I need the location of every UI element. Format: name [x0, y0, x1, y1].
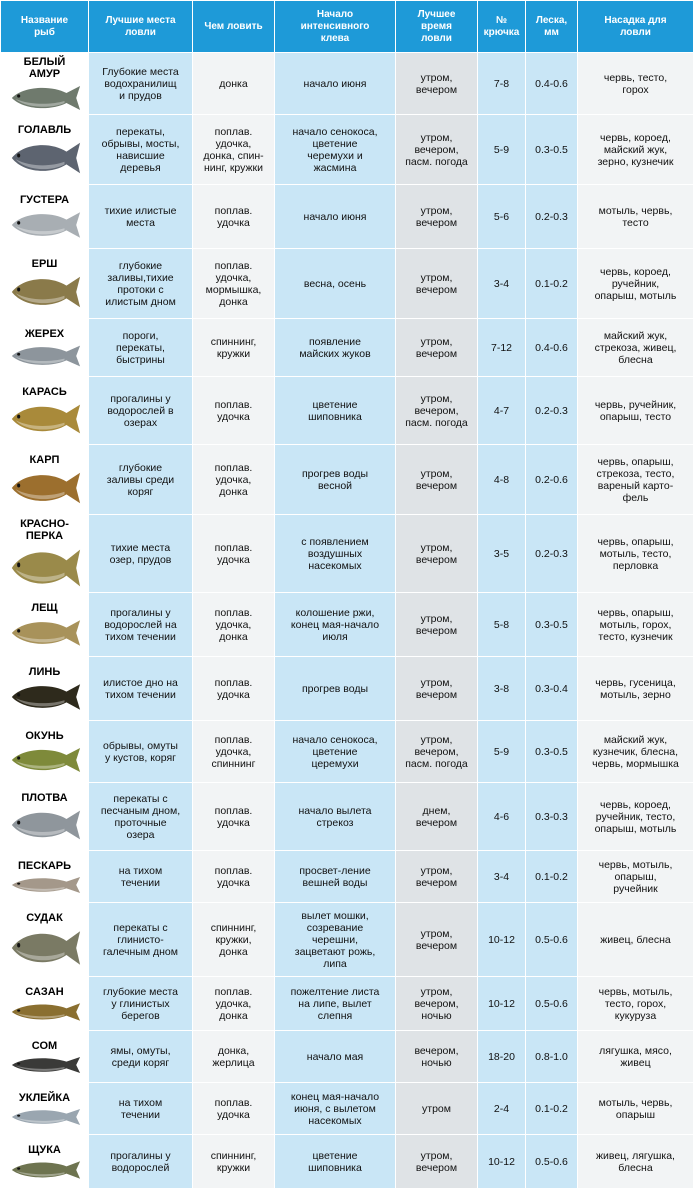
table-row: [1, 445, 693, 515]
hook-number-cell: 4-6: [478, 783, 526, 851]
bite-start-cell: с появлением воздушных насекомых: [275, 515, 396, 593]
tackle-cell: поплав. удочка, донка: [193, 445, 275, 515]
fish-catfish-icon: [1, 1054, 88, 1076]
bite-start-cell: пожелтение листа на липе, вылет слепня: [275, 977, 396, 1031]
fish-name: СОМ: [1, 1038, 88, 1054]
header-fish-name: Название рыб: [1, 1, 89, 53]
best-time-cell: утром: [396, 1083, 478, 1135]
bait-cell: червь, опарыш, мотыль, тесто, перловка: [578, 515, 693, 593]
bait-cell: мотыль, червь, тесто: [578, 185, 693, 249]
fish-name: КАРП: [1, 452, 88, 468]
line-cell: 0.3-0.4: [526, 657, 578, 721]
fish-name: ЩУКА: [1, 1142, 88, 1158]
fish-name: САЗАН: [1, 984, 88, 1000]
bait-cell: червь, мотыль, опарыш, ручейник: [578, 851, 693, 903]
fish-name: ОКУНЬ: [1, 728, 88, 744]
best-time-cell: утром, вечером, пасм. погода: [396, 115, 478, 185]
fish-gudgeon-icon: [1, 874, 88, 896]
table-row: [1, 851, 693, 903]
fish-cell: [1, 977, 89, 1031]
fish-cell: [1, 851, 89, 903]
fish-name: БЕЛЫЙ АМУР: [1, 54, 88, 82]
best-places-cell: тихие илистые места: [89, 185, 193, 249]
line-cell: 0.5-0.6: [526, 1135, 578, 1189]
hook-number-cell: 10-12: [478, 1135, 526, 1189]
bait-cell: лягушка, мясо, живец: [578, 1031, 693, 1083]
best-places-cell: на тихом течении: [89, 1083, 193, 1135]
best-time-cell: утром, вечером, пасм. погода: [396, 377, 478, 445]
hook-number-cell: 4-8: [478, 445, 526, 515]
best-time-cell: утром, вечером: [396, 903, 478, 977]
best-time-cell: утром, вечером: [396, 851, 478, 903]
fish-name: СУДАК: [1, 910, 88, 926]
tackle-cell: спиннинг, кружки: [193, 1135, 275, 1189]
bait-cell: живец, лягушка, блесна: [578, 1135, 693, 1189]
fish-name: ЕРШ: [1, 256, 88, 272]
line-cell: 0.2-0.3: [526, 377, 578, 445]
bait-cell: майский жук, стрекоза, живец, блесна: [578, 319, 693, 377]
table-row: [1, 53, 693, 115]
table-row: [1, 657, 693, 721]
fish-pike-icon: [1, 1158, 88, 1182]
hook-number-cell: 5-9: [478, 721, 526, 783]
hook-number-cell: 4-7: [478, 377, 526, 445]
best-places-cell: перекаты с песчаным дном, проточные озера: [89, 783, 193, 851]
bite-start-cell: конец мая-начало июня, с вылетом насекомых: [275, 1083, 396, 1135]
header-tackle: Чем ловить: [193, 1, 275, 53]
best-places-cell: Глубокие места водохранилищ и прудов: [89, 53, 193, 115]
table-row: [1, 319, 693, 377]
hook-number-cell: 2-4: [478, 1083, 526, 1135]
line-cell: 0.8-1.0: [526, 1031, 578, 1083]
best-time-cell: утром, вечером: [396, 445, 478, 515]
bite-start-cell: появление майских жуков: [275, 319, 396, 377]
fish-tench-icon: [1, 680, 88, 714]
fish-cell: [1, 515, 89, 593]
bait-cell: живец, блесна: [578, 903, 693, 977]
fish-name: ЖЕРЕХ: [1, 326, 88, 342]
line-cell: 0.4-0.6: [526, 53, 578, 115]
bait-cell: червь, гусеница, мотыль, зерно: [578, 657, 693, 721]
table-row: [1, 377, 693, 445]
hook-number-cell: 3-4: [478, 851, 526, 903]
best-time-cell: утром, вечером: [396, 53, 478, 115]
line-cell: 0.1-0.2: [526, 1083, 578, 1135]
best-places-cell: перекаты, обрывы, мосты, нависшие деревья: [89, 115, 193, 185]
bite-start-cell: начало мая: [275, 1031, 396, 1083]
line-cell: 0.3-0.5: [526, 721, 578, 783]
fish-cell: [1, 593, 89, 657]
fish-rudd-icon: [1, 544, 88, 592]
header-hook-number: № крючка: [478, 1, 526, 53]
tackle-cell: донка: [193, 53, 275, 115]
tackle-cell: поплав. удочка: [193, 185, 275, 249]
bite-start-cell: прогрев воды: [275, 657, 396, 721]
line-cell: 0.2-0.3: [526, 515, 578, 593]
best-time-cell: вечером, ночью: [396, 1031, 478, 1083]
bait-cell: майский жук, кузнечик, блесна, червь, мормышка: [578, 721, 693, 783]
fish-cell: [1, 115, 89, 185]
best-time-cell: утром, вечером: [396, 185, 478, 249]
best-time-cell: утром, вечером: [396, 657, 478, 721]
header-bait: Насадка для ловли: [578, 1, 693, 53]
table-row: [1, 593, 693, 657]
table-row: [1, 185, 693, 249]
table-body: [1, 53, 693, 1189]
best-places-cell: прогалины у водорослей на тихом течении: [89, 593, 193, 657]
best-places-cell: на тихом течении: [89, 851, 193, 903]
bait-cell: червь, опарыш, мотыль, горох, тесто, кузнечик: [578, 593, 693, 657]
tackle-cell: поплав. удочка: [193, 657, 275, 721]
best-time-cell: утром, вечером: [396, 249, 478, 319]
header-best-places: Лучшие места ловли: [89, 1, 193, 53]
header-bite-start: Начало интенсивного клева: [275, 1, 396, 53]
fish-cell: [1, 783, 89, 851]
bait-cell: червь, опарыш, стрекоза, тесто, вареный карто- фель: [578, 445, 693, 515]
best-places-cell: прогалины у водорослей в озерах: [89, 377, 193, 445]
table-row: [1, 903, 693, 977]
tackle-cell: спиннинг, кружки: [193, 319, 275, 377]
best-time-cell: утром, вечером: [396, 1135, 478, 1189]
fish-perch-icon: [1, 744, 88, 776]
fish-name: ГУСТЕРА: [1, 192, 88, 208]
header-best-time: Лучшее время ловли: [396, 1, 478, 53]
line-cell: 0.2-0.6: [526, 445, 578, 515]
fish-name: ЛЕЩ: [1, 600, 88, 616]
fish-cell: [1, 377, 89, 445]
best-places-cell: перекаты с глинисто- галечным дном: [89, 903, 193, 977]
table-row: [1, 977, 693, 1031]
header-line: Леска, мм: [526, 1, 578, 53]
fish-amur-icon: [1, 82, 88, 114]
tackle-cell: поплав. удочка: [193, 1083, 275, 1135]
tackle-cell: спиннинг, кружки, донка: [193, 903, 275, 977]
line-cell: 0.3-0.5: [526, 115, 578, 185]
tackle-cell: поплав. удочка: [193, 377, 275, 445]
bait-cell: червь, короед, майский жук, зерно, кузнечик: [578, 115, 693, 185]
fish-asp-icon: [1, 342, 88, 370]
fish-name: КРАСНО- ПЕРКА: [1, 516, 88, 544]
tackle-cell: поплав. удочка, спиннинг: [193, 721, 275, 783]
hook-number-cell: 7-12: [478, 319, 526, 377]
best-time-cell: утром, вечером: [396, 515, 478, 593]
best-places-cell: илистое дно на тихом течении: [89, 657, 193, 721]
hook-number-cell: 3-5: [478, 515, 526, 593]
bite-start-cell: цветение шиповника: [275, 1135, 396, 1189]
fish-bleak-icon: [1, 1106, 88, 1128]
bite-start-cell: вылет мошки, созревание черешни, зацветают рожь, липа: [275, 903, 396, 977]
fish-roach-icon: [1, 806, 88, 844]
best-time-cell: днем, вечером: [396, 783, 478, 851]
table-row: [1, 1031, 693, 1083]
best-time-cell: утром, вечером: [396, 593, 478, 657]
bait-cell: червь, ручейник, опарыш, тесто: [578, 377, 693, 445]
fish-chub-icon: [1, 138, 88, 178]
tackle-cell: поплав. удочка, донка, спин- нинг, кружки: [193, 115, 275, 185]
fish-cell: [1, 319, 89, 377]
fish-name: ПЛОТВА: [1, 790, 88, 806]
bait-cell: червь, тесто, горох: [578, 53, 693, 115]
hook-number-cell: 5-6: [478, 185, 526, 249]
bait-cell: мотыль, червь, опарыш: [578, 1083, 693, 1135]
table-row: [1, 115, 693, 185]
fish-cell: [1, 1083, 89, 1135]
bait-cell: червь, короед, ручейник, тесто, опарыш, мотыль: [578, 783, 693, 851]
fish-guster-icon: [1, 208, 88, 242]
best-places-cell: глубокие заливы среди коряг: [89, 445, 193, 515]
fish-bream-icon: [1, 616, 88, 650]
table-row: [1, 1083, 693, 1135]
hook-number-cell: 3-4: [478, 249, 526, 319]
hook-number-cell: 7-8: [478, 53, 526, 115]
fish-name: КАРАСЬ: [1, 384, 88, 400]
hook-number-cell: 10-12: [478, 903, 526, 977]
bite-start-cell: колошение ржи, конец мая-начало июля: [275, 593, 396, 657]
table-row: [1, 721, 693, 783]
best-time-cell: утром, вечером: [396, 319, 478, 377]
bait-cell: червь, короед, ручейник, опарыш, мотыль: [578, 249, 693, 319]
line-cell: 0.5-0.6: [526, 977, 578, 1031]
line-cell: 0.3-0.3: [526, 783, 578, 851]
fish-cell: [1, 1031, 89, 1083]
best-time-cell: утром, вечером, пасм. погода: [396, 721, 478, 783]
table-row: [1, 249, 693, 319]
line-cell: 0.1-0.2: [526, 249, 578, 319]
hook-number-cell: 18-20: [478, 1031, 526, 1083]
best-places-cell: ямы, омуты, среди коряг: [89, 1031, 193, 1083]
bite-start-cell: начало июня: [275, 53, 396, 115]
best-places-cell: пороги, перекаты, быстрины: [89, 319, 193, 377]
best-places-cell: глубокие заливы,тихие протоки с илистым дном: [89, 249, 193, 319]
fish-cell: [1, 53, 89, 115]
table-row: [1, 515, 693, 593]
line-cell: 0.4-0.6: [526, 319, 578, 377]
fish-cell: [1, 445, 89, 515]
tackle-cell: поплав. удочка, донка: [193, 593, 275, 657]
line-cell: 0.2-0.3: [526, 185, 578, 249]
bite-start-cell: начало сенокоса, цветение черемухи и жасмина: [275, 115, 396, 185]
fish-crucian-icon: [1, 400, 88, 438]
line-cell: 0.3-0.5: [526, 593, 578, 657]
fish-cell: [1, 657, 89, 721]
table-row: [1, 783, 693, 851]
bite-start-cell: начало июня: [275, 185, 396, 249]
fish-ruff-icon: [1, 272, 88, 312]
hook-number-cell: 5-9: [478, 115, 526, 185]
bite-start-cell: прогрев воды весной: [275, 445, 396, 515]
bite-start-cell: цветение шиповника: [275, 377, 396, 445]
hook-number-cell: 10-12: [478, 977, 526, 1031]
tackle-cell: поплав. удочка, донка: [193, 977, 275, 1031]
tackle-cell: поплав. удочка, мормышка, донка: [193, 249, 275, 319]
bite-start-cell: весна, осень: [275, 249, 396, 319]
tackle-cell: поплав. удочка: [193, 515, 275, 593]
fish-wild-carp-icon: [1, 1000, 88, 1024]
fish-cell: [1, 721, 89, 783]
bite-start-cell: начало вылета стрекоз: [275, 783, 396, 851]
fish-cell: [1, 249, 89, 319]
best-places-cell: обрывы, омуты у кустов, коряг: [89, 721, 193, 783]
bait-cell: червь, мотыль, тесто, горох, кукуруза: [578, 977, 693, 1031]
fish-carp-icon: [1, 468, 88, 508]
best-places-cell: прогалины у водорослей: [89, 1135, 193, 1189]
line-cell: 0.5-0.6: [526, 903, 578, 977]
fish-cell: [1, 903, 89, 977]
best-places-cell: глубокие места у глинистых берегов: [89, 977, 193, 1031]
fish-name: УКЛЕЙКА: [1, 1090, 88, 1106]
hook-number-cell: 3-8: [478, 657, 526, 721]
fish-zander-icon: [1, 926, 88, 970]
table-row: [1, 1135, 693, 1189]
hook-number-cell: 5-8: [478, 593, 526, 657]
fish-name: ЛИНЬ: [1, 664, 88, 680]
fish-name: ГОЛАВЛЬ: [1, 122, 88, 138]
fish-name: ПЕСКАРЬ: [1, 858, 88, 874]
best-places-cell: тихие места озер, прудов: [89, 515, 193, 593]
tackle-cell: поплав. удочка: [193, 851, 275, 903]
fish-cell: [1, 185, 89, 249]
best-time-cell: утром, вечером, ночью: [396, 977, 478, 1031]
bite-start-cell: просвет-ление вешней воды: [275, 851, 396, 903]
line-cell: 0.1-0.2: [526, 851, 578, 903]
tackle-cell: поплав. удочка: [193, 783, 275, 851]
tackle-cell: донка, жерлица: [193, 1031, 275, 1083]
bite-start-cell: начало сенокоса, цветение церемухи: [275, 721, 396, 783]
fish-cell: [1, 1135, 89, 1189]
table-header-row: [1, 1, 693, 53]
